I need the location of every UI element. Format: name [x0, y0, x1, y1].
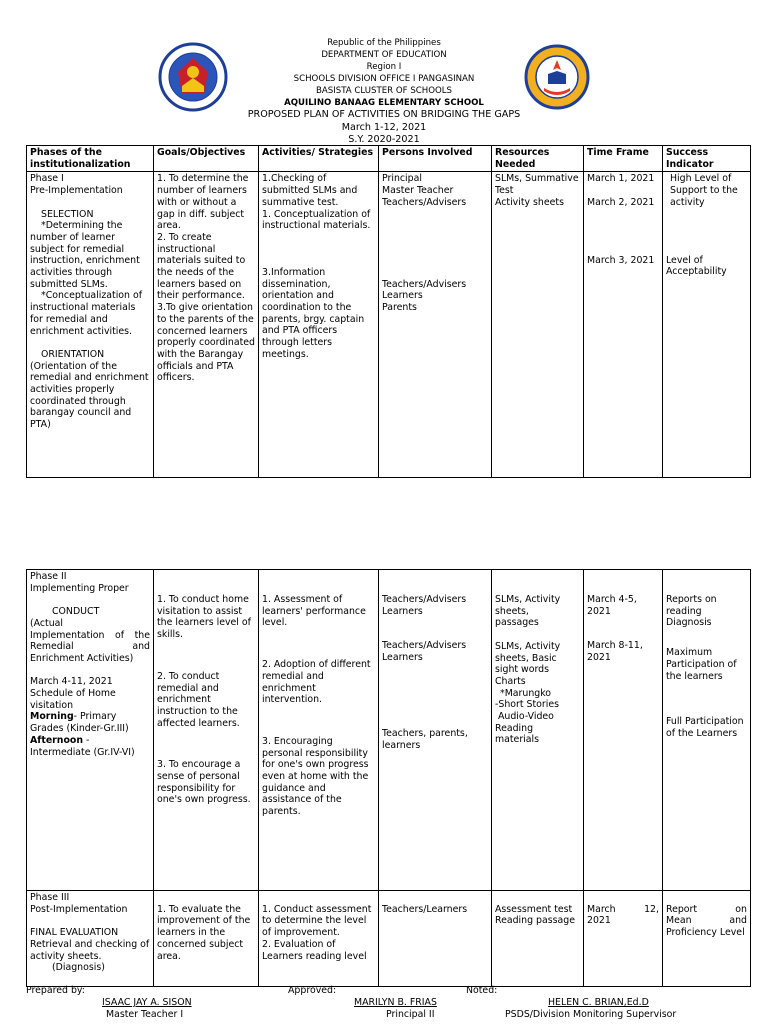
resource-item: SLMs, Activity sheets,: [495, 594, 561, 617]
noted-label: Noted:: [466, 985, 498, 996]
success-cell: [663, 891, 751, 987]
success-item: Reports on reading Diagnosis: [666, 594, 717, 629]
prepared-by-name: ISAAC JAY A. SISON: [102, 997, 192, 1008]
approved-label: Approved:: [288, 985, 337, 996]
time-item: March 8-11, 2021: [587, 640, 643, 664]
phase-text: *Conceptualization of instructional materials for remedial and enrichment activities.: [30, 290, 142, 337]
success-item: Mean and: [666, 915, 747, 927]
phase-2-cell: [27, 570, 154, 891]
goal-item: 1. To determine the number of learners with or without a gap in diff. subject area.: [157, 173, 249, 232]
time-frame-cell: [584, 891, 663, 987]
time-item: 2021: [587, 915, 611, 927]
resource-item: SLMs, Activity sheets, Basic sight words: [495, 640, 561, 676]
column-header-goals: Goals/Objectives: [154, 146, 259, 172]
approved-by-name: MARILYN B. FRIAS: [354, 997, 437, 1008]
phase-name: Pre-Implementation: [30, 185, 123, 197]
afternoon-text: -: [83, 734, 90, 746]
goals-cell: [154, 570, 259, 891]
header-line-republic: Republic of the Philippines: [327, 38, 441, 48]
time-item: March 3, 2021: [587, 254, 655, 266]
person-item: Teachers, parents, learners: [382, 727, 468, 751]
goal-item: 2. To conduct remedial and enrichment instruction to the affected learners.: [157, 670, 240, 729]
person-item: Learners: [382, 605, 423, 617]
header-line-division: SCHOOLS DIVISION OFFICE I PANGASINAN: [293, 74, 475, 84]
activity-item: 3.Information dissemination, orientation and coordination to the parents, brgy. captain and PTA officers through letters meetings.: [262, 266, 365, 360]
goal-item: 2. To create instructional materials suited to the needs of the learners based on their performance.: [157, 231, 246, 302]
person-item: Master Teacher: [382, 185, 454, 197]
person-item: Teachers/Advisers: [382, 196, 467, 208]
phase-label: Phase I: [30, 173, 64, 185]
phase-text: (Orientation of the remedial and enrichment activities properly coordinated through barangay council and PTA): [30, 360, 149, 431]
activity-item: 1.Checking of submitted SLMs and summative test.: [262, 173, 358, 208]
persons-cell: [379, 172, 492, 478]
success-item: High Level of Support to the activity: [670, 173, 738, 208]
goals-cell: [154, 172, 259, 478]
noted-by-name: HELEN C. BRIAN,Ed.D: [548, 997, 649, 1008]
morning-label: Morning: [30, 711, 74, 723]
person-item: Teachers/Advisers: [382, 594, 467, 605]
success-item: Maximum Participation of the learners: [666, 647, 737, 682]
activity-plan-table-phase-1: [26, 145, 751, 478]
activity-item: 1. Conceptualization of instructional materials.: [262, 208, 371, 232]
school-name: AQUILINO BANAAG ELEMENTARY SCHOOL: [284, 98, 484, 108]
time-frame-cell: [584, 570, 663, 891]
activities-cell: [259, 172, 379, 478]
table-row-phase-2: [27, 570, 751, 891]
column-header-time-frame: Time Frame: [584, 146, 663, 172]
column-header-persons: Persons Involved: [379, 146, 492, 172]
resource-item: SLMs, Summative Test: [495, 173, 579, 197]
table-row-phase-1: [27, 172, 751, 478]
person-item: Teachers/Learners: [382, 903, 468, 915]
noted-by-title: PSDS/Division Monitoring Supervisor: [505, 1009, 677, 1020]
time-item: March 12,: [587, 903, 659, 915]
goal-item: 1. To conduct home visitation to assist the learners level of skills.: [157, 594, 251, 641]
column-header-phases: Phases of the institutionalization: [27, 146, 154, 172]
column-header-resources: Resources Needed: [492, 146, 584, 172]
phase-text: Retrieval and checking of activity sheets.: [30, 938, 150, 962]
goals-cell: [154, 891, 259, 987]
phase-3-cell: [27, 891, 154, 987]
afternoon-detail: Intermediate (Gr.IV-VI): [30, 746, 135, 758]
success-item: Full Participation of the Learners: [666, 716, 744, 739]
phase-label: Phase III: [30, 892, 70, 903]
success-item: Report on: [666, 903, 747, 915]
activity-item: 2. Adoption of different remedial and enrichment intervention.: [262, 659, 371, 706]
prepared-by-label: Prepared by:: [26, 985, 85, 996]
success-cell: [663, 570, 751, 891]
phase-text: *Determining the number of learner subject for remedial instruction, enrichment activities through submitted SLMs.: [30, 220, 140, 290]
plan-title: PROPOSED PLAN OF ACTIVITIES ON BRIDGING THE GAPS: [247, 109, 521, 120]
activity-item: 3. Encouraging personal responsibility for one's own progress even at home with the guidance and assistance of the parents.: [262, 735, 369, 818]
resources-cell: [492, 172, 584, 478]
resource-item: Audio-Video: [498, 711, 554, 723]
phase-text: Enrichment Activities): [30, 652, 134, 664]
phase-text: March 4-11, 2021: [30, 676, 113, 688]
person-item: Principal: [382, 173, 422, 185]
phase-section-title: ORIENTATION: [41, 348, 105, 360]
activity-item: 2. Evaluation of Learners reading level: [262, 938, 367, 962]
phase-name: Post-Implementation: [30, 903, 128, 915]
afternoon-label: Afternoon: [30, 734, 84, 746]
activity-item: 1. Conduct assessment to determine the level of improvement.: [262, 903, 372, 939]
resource-item: -Short Stories: [495, 699, 559, 711]
time-frame-cell: [584, 172, 663, 478]
resources-cell: [492, 570, 584, 891]
person-item: Teachers/Advisers: [382, 278, 467, 290]
phase-text: Implementation of the: [30, 629, 150, 641]
success-item: Level of Acceptability: [666, 254, 727, 278]
persons-cell: [379, 570, 492, 891]
phase-section-title: CONDUCT: [52, 606, 100, 618]
approved-by-title: Principal II: [386, 1009, 435, 1020]
person-item: Learners: [382, 652, 423, 664]
activities-cell: [259, 570, 379, 891]
column-header-success: Success Indicator: [663, 146, 751, 172]
resource-item: Reading materials: [495, 722, 540, 746]
phase-text: Remedial and: [30, 641, 150, 653]
phase-section-title: FINAL EVALUATION: [30, 927, 119, 939]
time-item: March 2, 2021: [587, 196, 655, 208]
plan-dates: March 1-12, 2021: [341, 122, 427, 133]
success-cell: [663, 172, 751, 478]
time-item: March 4-5, 2021: [587, 594, 637, 617]
activity-item: 1. Assessment of learners' performance level.: [262, 594, 366, 629]
resources-cell: [492, 891, 584, 987]
time-item: March 1, 2021: [587, 173, 655, 185]
goal-item: 3. To encourage a sense of personal responsibility for one's own progress.: [157, 759, 251, 806]
school-year: S.Y. 2020-2021: [348, 134, 420, 145]
person-item: Learners: [382, 290, 423, 302]
activity-plan-table-phase-2-3: [26, 569, 751, 987]
phase-name: Implementing Proper: [30, 582, 129, 594]
goal-item: 3.To give orientation to the parents of the concerned learners properly coordinated with the Barangay officials and PTA officers.: [157, 302, 255, 384]
table-header-row: [27, 146, 751, 172]
header-line-region: Region I: [366, 62, 402, 72]
resource-item: Charts: [495, 675, 526, 687]
phase-label: Phase II: [30, 571, 67, 582]
phase-1-cell: [27, 172, 154, 478]
morning-text: - Primary Grades (Kinder-Gr.III): [30, 711, 129, 735]
resource-item: Assessment test: [495, 903, 573, 915]
phase-section-title: SELECTION: [41, 208, 94, 220]
resource-item: Activity sheets: [495, 196, 564, 208]
activities-cell: [259, 891, 379, 987]
schedule-afternoon: [30, 735, 150, 747]
resource-item: passages: [495, 617, 539, 629]
goal-item: 1. To evaluate the improvement of the learners in the concerned subject area.: [157, 903, 251, 962]
person-item: Parents: [382, 301, 417, 313]
header-line-cluster: BASISTA CLUSTER OF SCHOOLS: [315, 86, 453, 96]
phase-text: Schedule of Home visitation: [30, 688, 116, 711]
resource-item: Reading passage: [495, 915, 575, 927]
table-row-phase-3: [27, 891, 751, 987]
resource-item: *Marungko: [500, 687, 552, 699]
success-item: Proficiency Level: [666, 927, 745, 939]
header-line-deped: DEPARTMENT OF EDUCATION: [321, 50, 447, 60]
prepared-by-title: Master Teacher I: [106, 1009, 184, 1020]
column-header-activities: Activities/ Strategies: [259, 146, 379, 172]
phase-text: (Diagnosis): [52, 962, 105, 974]
person-item: Teachers/Advisers: [382, 640, 467, 652]
persons-cell: [379, 891, 492, 987]
schedule-morning: [30, 711, 150, 734]
phase-text: (Actual: [30, 617, 64, 629]
